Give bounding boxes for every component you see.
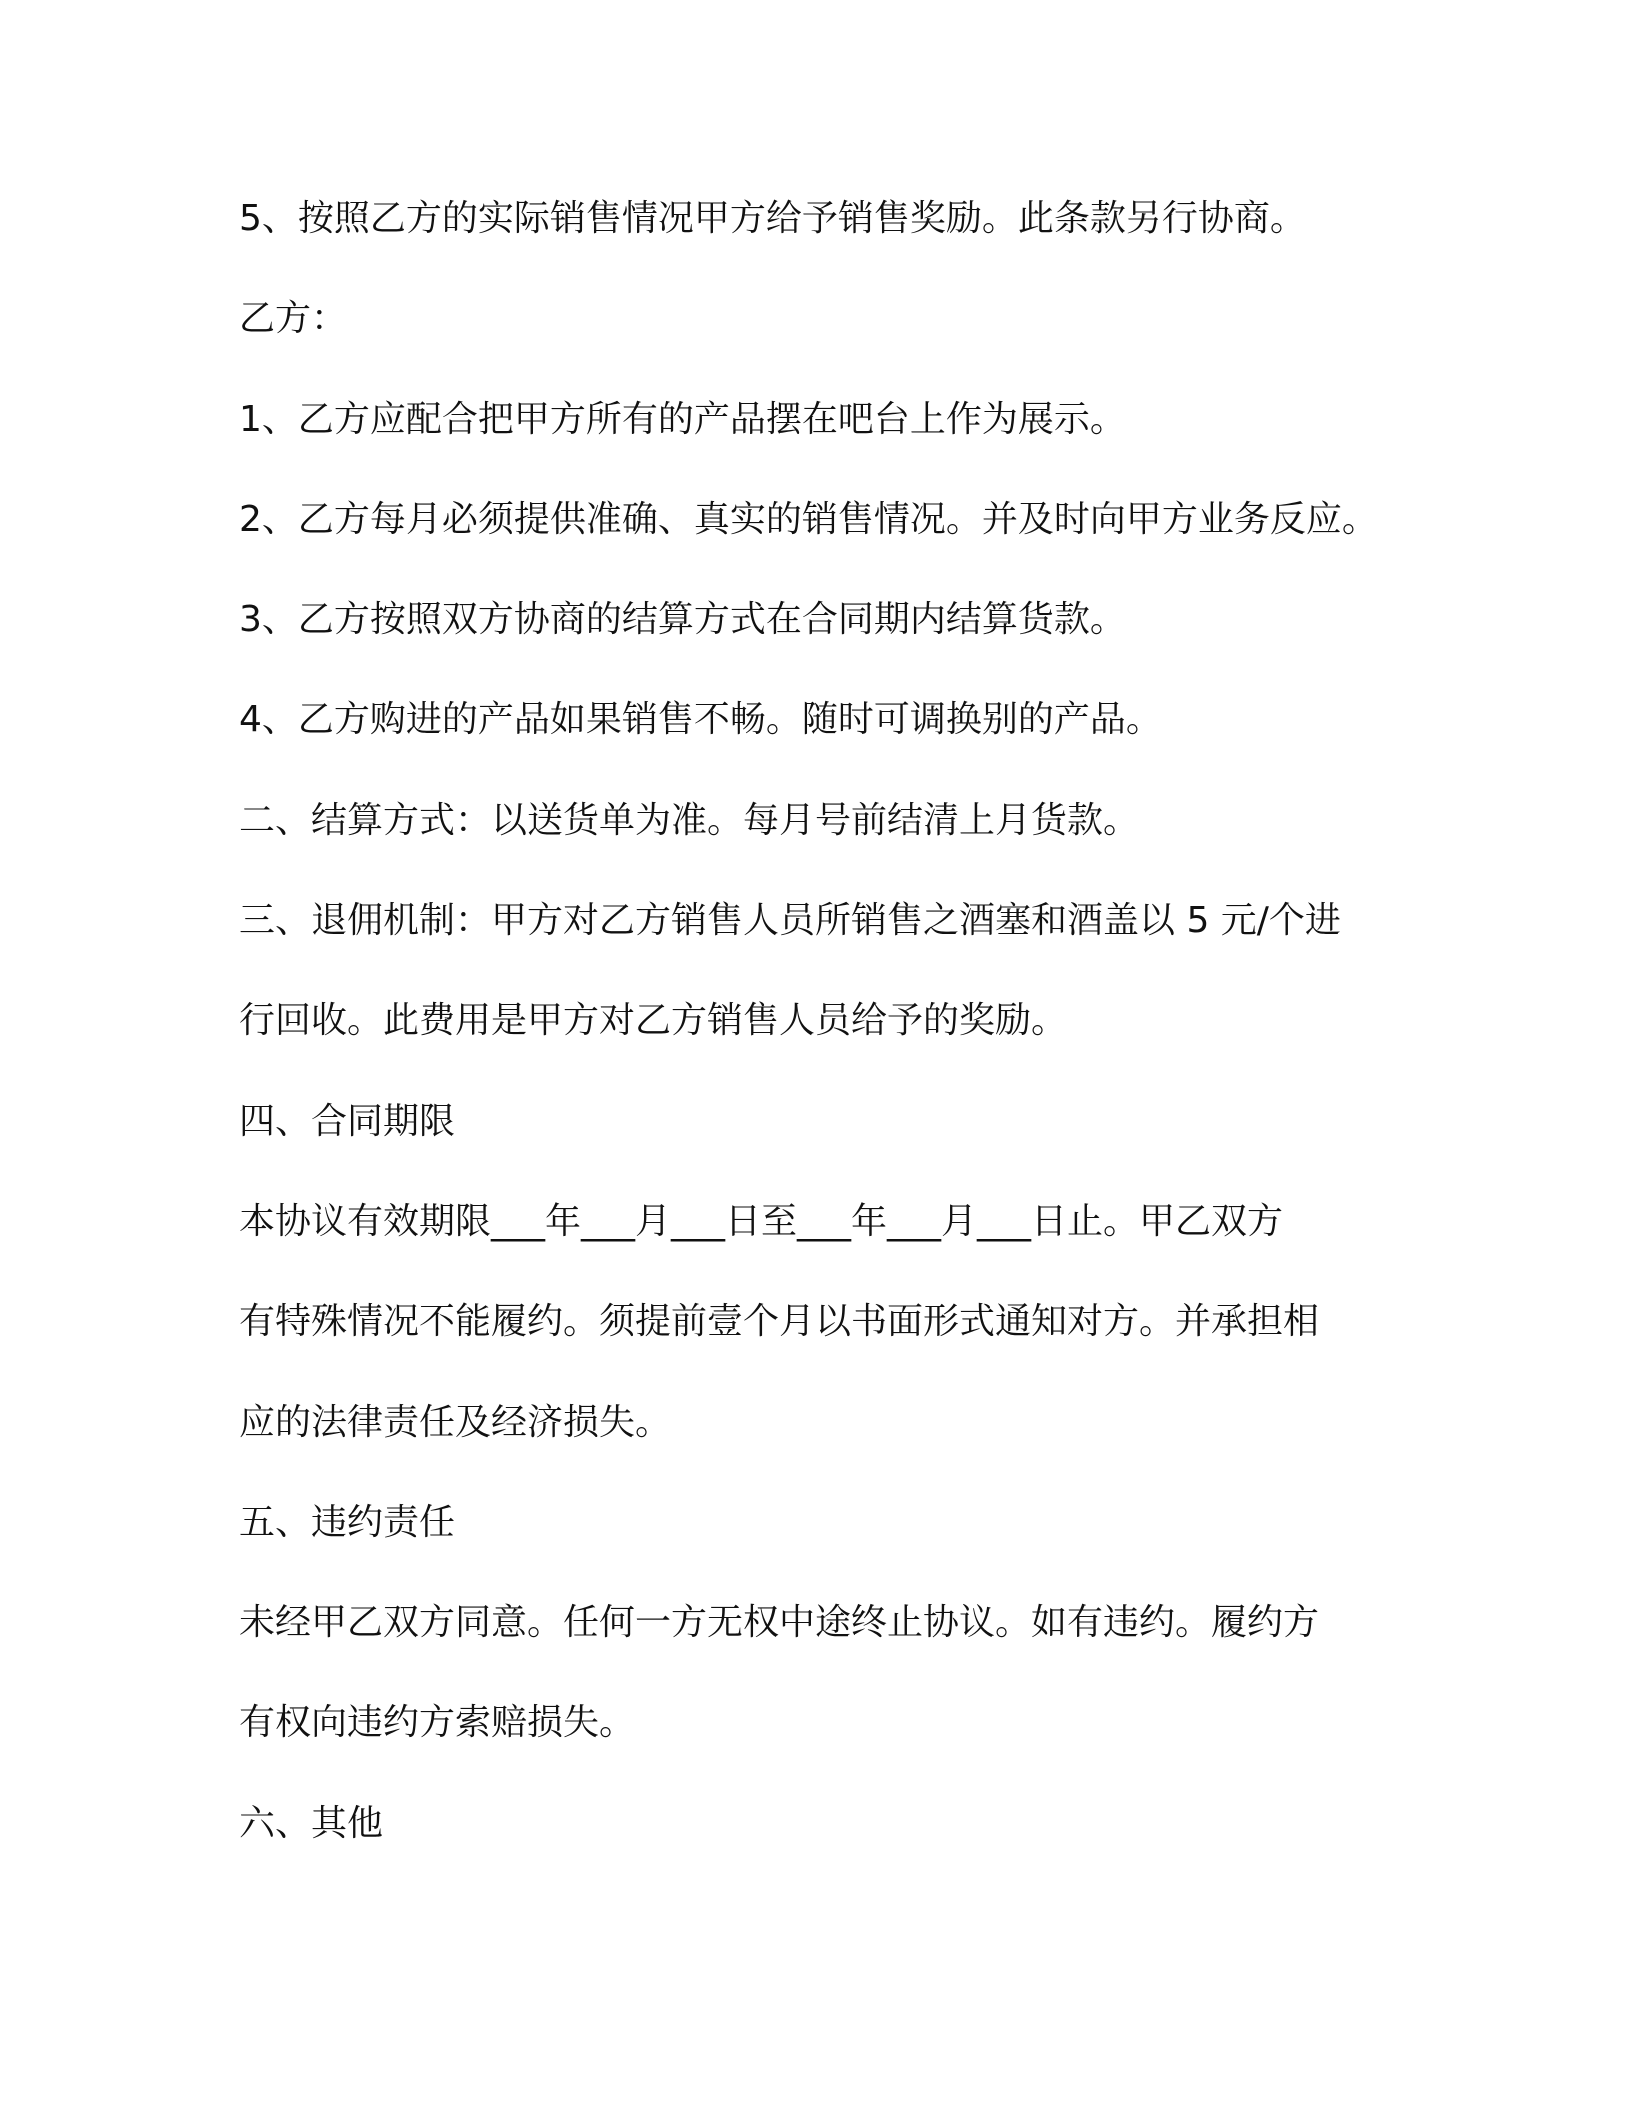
section-4-term-line-1: 本协议有效期限___年___月___日至___年___月___日止。甲乙双方 — [239, 1201, 1284, 1242]
section-4-term-line-3: 应的法律责任及经济损失。 — [239, 1402, 672, 1443]
clause-b3-settlement: 3、乙方按照双方协商的结算方式在合同期内结算货款。 — [239, 599, 1126, 640]
section-6-heading: 六、其他 — [239, 1803, 384, 1844]
party-b-heading: 乙方： — [239, 298, 348, 339]
section-4-term-line-2: 有特殊情况不能履约。须提前壹个月以书面形式通知对方。并承担相 — [239, 1301, 1320, 1342]
section-3-commission-line-1: 三、退佣机制：甲方对乙方销售人员所销售之酒塞和酒盖以 5 元/个进 — [239, 900, 1341, 941]
section-3-commission-line-2: 行回收。此费用是甲方对乙方销售人员给予的奖励。 — [239, 1000, 1068, 1041]
clause-b4-exchange: 4、乙方购进的产品如果销售不畅。随时可调换别的产品。 — [239, 699, 1162, 740]
section-2-settlement-method: 二、结算方式：以送货单为准。每月号前结清上月货款。 — [239, 800, 1140, 841]
section-5-heading: 五、违约责任 — [239, 1502, 456, 1543]
section-5-breach-line-2: 有权向违约方索赔损失。 — [239, 1702, 636, 1743]
clause-a5-sales-reward: 5、按照乙方的实际销售情况甲方给予销售奖励。此条款另行协商。 — [239, 198, 1306, 239]
section-5-breach-line-1: 未经甲乙双方同意。任何一方无权中途终止协议。如有违约。履约方 — [239, 1602, 1320, 1643]
clause-b2-sales-report: 2、乙方每月必须提供准确、真实的销售情况。并及时向甲方业务反应。 — [239, 499, 1378, 540]
section-4-heading: 四、合同期限 — [239, 1101, 456, 1142]
clause-b1-display: 1、乙方应配合把甲方所有的产品摆在吧台上作为展示。 — [239, 399, 1126, 440]
